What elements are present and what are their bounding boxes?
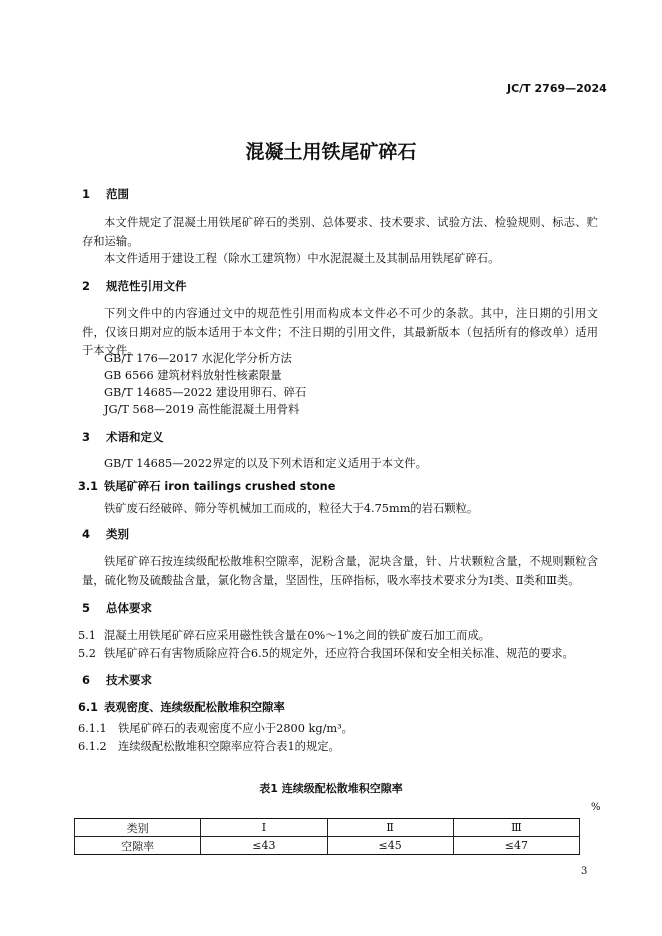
table-1 — [74, 818, 580, 855]
clause-text: 铁尾矿碎石的表观密度不应小于2800 kg/m³。 — [118, 722, 353, 735]
section-number: 3 — [82, 430, 91, 444]
table-1-caption: 表1 连续级配松散堆积空隙率 — [259, 782, 403, 795]
section-title: 术语和定义 — [106, 430, 164, 444]
section-title: 范围 — [106, 187, 129, 201]
section-title: 技术要求 — [106, 673, 152, 687]
term-title: 铁尾矿碎石 iron tailings crushed stone — [104, 480, 336, 493]
table-header-cell: 类别 — [75, 819, 201, 837]
section-number: 1 — [82, 187, 91, 201]
clause-number: 5.1 — [78, 629, 96, 642]
table-header-cell: Ⅰ — [201, 819, 327, 837]
term-number: 3.1 — [78, 480, 99, 493]
table-cell: ≤47 — [453, 837, 579, 855]
section-number: 2 — [82, 279, 91, 293]
section-title: 规范性引用文件 — [106, 279, 187, 293]
term-definition: 铁矿废石经破碎、筛分等机械加工而成的，粒径大于4.75mm的岩石颗粒。 — [104, 502, 479, 515]
clause-text: 铁尾矿碎石有害物质除应符合6.5的规定外，还应符合我国环保和安全相关标准、规范的要求。 — [104, 647, 574, 660]
section-2-paragraph-1: 下列文件中的内容通过文中的规范性引用而构成本文件必不可少的条款。其中，注日期的引用文件，仅该日期对应的版本适用于本文件；不注日期的引用文件，其最新版本（包括所有的修改单）适用于本文件。 — [82, 307, 598, 357]
section-number: 6 — [82, 673, 91, 687]
section-4-paragraph-1: 铁尾矿碎石按连续级配松散堆积空隙率，泥粉含量，泥块含量，针、片状颗粒含量，不规则颗粒含量，硫化物及硫酸盐含量，氯化物含量，坚固性，压碎指标，吸水率技术要求分为Ⅰ类、Ⅱ类和Ⅲ类。 — [82, 555, 598, 587]
reference-item: GB/T 176—2017 水泥化学分析方法 — [104, 352, 292, 365]
clause-number: 6.1.1 — [78, 722, 107, 735]
clause-5-2 — [78, 645, 574, 661]
section-1-paragraph-1: 本文件规定了混凝土用铁尾矿碎石的类别、总体要求、技术要求、试验方法、检验规则、标志、贮存和运输。 — [82, 216, 598, 248]
document-title: 混凝土用铁尾矿碎石 — [245, 141, 417, 163]
table-unit: % — [591, 802, 601, 813]
subsection-number: 6.1 — [78, 701, 99, 714]
clause-6-1-2 — [78, 738, 340, 754]
section-1-heading — [82, 186, 129, 202]
reference-item: GB/T 14685—2022 建设用卵石、碎石 — [104, 386, 307, 399]
clause-number: 5.2 — [78, 647, 96, 660]
section-6-heading — [82, 672, 152, 688]
clause-number: 6.1.2 — [78, 740, 107, 753]
section-number: 5 — [82, 601, 91, 615]
table-cell: 空隙率 — [75, 837, 201, 855]
section-1-paragraph-2: 本文件适用于建设工程（除水工建筑物）中水泥混凝土及其制品用铁尾矿碎石。 — [104, 252, 500, 265]
subsection-6-1-heading — [78, 699, 285, 715]
clause-5-1 — [78, 627, 490, 643]
section-2-heading — [82, 278, 187, 294]
section-title: 类别 — [106, 527, 129, 541]
section-5-heading — [82, 600, 152, 616]
section-number: 4 — [82, 527, 91, 541]
table-cell: ≤45 — [327, 837, 453, 855]
clause-6-1-1 — [78, 720, 353, 736]
reference-item: GB 6566 建筑材料放射性核素限量 — [104, 369, 282, 382]
subsection-title: 表观密度、连续级配松散堆积空隙率 — [104, 701, 285, 714]
document-code: JC/T 2769—2024 — [507, 82, 607, 95]
table-header-cell: Ⅱ — [327, 819, 453, 837]
section-3-paragraph-1: GB/T 14685—2022界定的以及下列术语和定义适用于本文件。 — [104, 457, 427, 470]
table-header-row — [75, 819, 580, 837]
table-row — [75, 837, 580, 855]
section-3-heading — [82, 429, 164, 445]
section-4-heading — [82, 526, 129, 542]
table-cell: ≤43 — [201, 837, 327, 855]
clause-text: 混凝土用铁尾矿碎石应采用磁性铁含量在0%～1%之间的铁矿废石加工而成。 — [104, 629, 491, 642]
section-title: 总体要求 — [106, 601, 152, 615]
term-3-1-heading — [78, 478, 335, 494]
reference-item: JG/T 568—2019 高性能混凝土用骨料 — [104, 403, 300, 416]
clause-text: 连续级配松散堆积空隙率应符合表1的规定。 — [118, 740, 340, 753]
table-header-cell: Ⅲ — [453, 819, 579, 837]
page-number: 3 — [581, 866, 588, 877]
